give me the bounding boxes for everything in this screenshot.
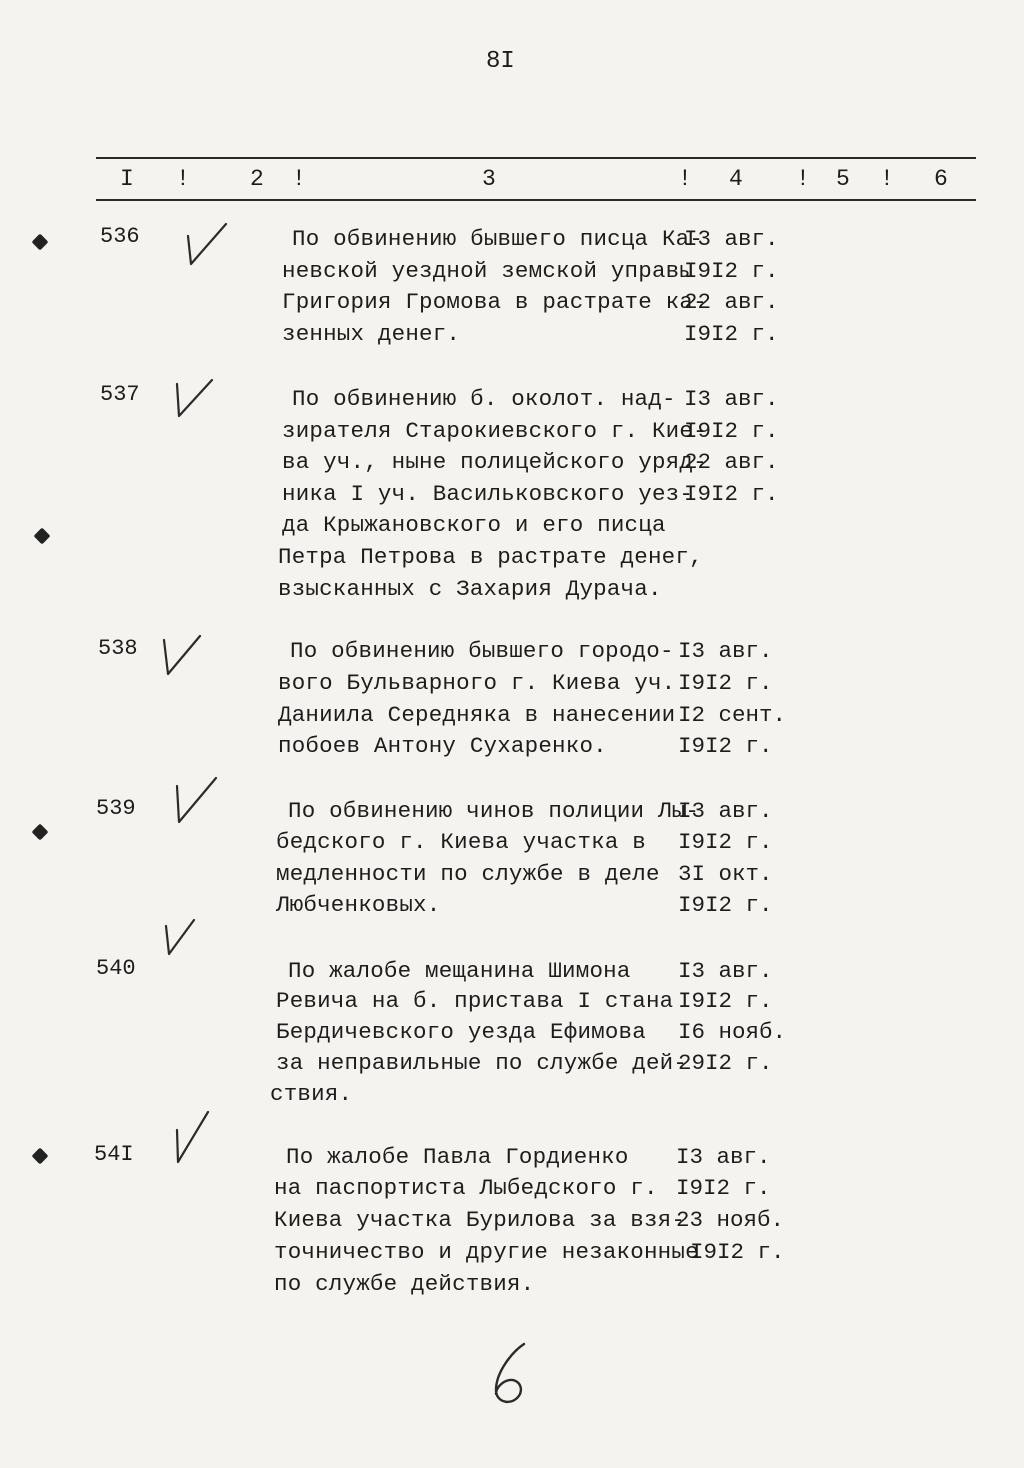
entry-text-line: Любченковых.: [276, 892, 441, 918]
entry-text-line: вого Бульварного г. Киева уч.: [278, 670, 676, 696]
entry-text-line: зирателя Старокиевского г. Кие-: [282, 418, 707, 444]
column-header-4: 4: [729, 166, 743, 192]
entry-date: I9I2 г.: [678, 988, 773, 1014]
column-separator: !: [176, 166, 190, 192]
entry-date: I9I2 г.: [678, 733, 773, 759]
entry-text-line: невской уездной земской управы: [282, 258, 694, 284]
header-rule-top: [96, 157, 976, 159]
entry-date: 29I2 г.: [678, 1050, 773, 1076]
column-header-6: 6: [934, 166, 948, 192]
entry-text-line: взысканных с Захария Дурача.: [278, 576, 662, 602]
entry-text-line: По обвинению чинов полиции Лы-: [288, 798, 700, 824]
column-separator: !: [292, 166, 306, 192]
entry-date: I9I2 г.: [678, 829, 773, 855]
entry-text-line: По жалобе мещанина Шимона: [288, 958, 631, 984]
punch-hole: [32, 234, 49, 251]
entry-text-line: медленности по службе в деле: [276, 861, 660, 887]
entry-text-line: По обвинению бывшего писца Ка-: [292, 226, 704, 252]
entry-date: I9I2 г.: [684, 321, 779, 347]
entry-date: I3 авг.: [678, 638, 773, 664]
entry-number: 540: [96, 956, 136, 981]
column-header-5: 5: [836, 166, 850, 192]
entry-text-line: Петра Петрова в растрате денег,: [278, 544, 703, 570]
entry-date: I9I2 г.: [690, 1239, 785, 1265]
entry-text-line: на паспортиста Лыбедского г.: [274, 1175, 658, 1201]
column-header-1: I: [120, 166, 134, 192]
entry-date: I3 авг.: [678, 798, 773, 824]
entry-date: I3 авг.: [684, 226, 779, 252]
entry-text-line: Даниила Середняка в нанесении: [278, 702, 676, 728]
column-header-2: 2: [250, 166, 264, 192]
check-mark-icon: [170, 374, 220, 424]
entry-date: I9I2 г.: [678, 670, 773, 696]
entry-number: 537: [100, 382, 140, 407]
entry-date: I9I2 г.: [684, 418, 779, 444]
entry-text-line: По жалобе Павла Гордиенко: [286, 1144, 629, 1170]
entry-number: 536: [100, 224, 140, 249]
punch-hole: [32, 1148, 49, 1165]
entry-text-line: ствия.: [270, 1081, 353, 1107]
entry-number: 539: [96, 796, 136, 821]
entry-text-line: да Крыжановского и его писца: [282, 512, 666, 538]
column-separator: !: [796, 166, 810, 192]
column-separator: !: [678, 166, 692, 192]
check-mark-icon: [160, 916, 200, 960]
entry-date: 22 авг.: [684, 289, 779, 315]
punch-hole: [32, 824, 49, 841]
entry-text-line: ва уч., ныне полицейского уряд-: [282, 449, 707, 475]
entry-date: 22 авг.: [684, 449, 779, 475]
header-rule-bottom: [96, 199, 976, 201]
entry-text-line: побоев Антону Сухаренко.: [278, 733, 607, 759]
entry-text-line: бедского г. Киева участка в: [276, 829, 646, 855]
entry-date: I9I2 г.: [676, 1175, 771, 1201]
column-separator: !: [880, 166, 894, 192]
entry-date: 23 нояб.: [676, 1207, 785, 1233]
entry-text-line: за неправильные по службе дей-: [276, 1050, 688, 1076]
entry-text-line: по службе действия.: [274, 1271, 535, 1297]
check-mark-icon: [182, 220, 232, 270]
punch-hole: [34, 528, 51, 545]
handwritten-mark: [484, 1338, 534, 1410]
entry-number: 54I: [94, 1142, 134, 1167]
entry-date: I9I2 г.: [684, 258, 779, 284]
entry-text-line: По обвинению бывшего городо-: [290, 638, 674, 664]
entry-number: 538: [98, 636, 138, 661]
check-mark-icon: [170, 1108, 214, 1168]
check-mark-icon: [170, 774, 222, 830]
page-number: 8I: [486, 48, 515, 75]
entry-text-line: Ревича на б. пристава I стана: [276, 988, 674, 1014]
entry-date: 3I окт.: [678, 861, 773, 887]
entry-text-line: Киева участка Бурилова за взя-: [274, 1207, 686, 1233]
entry-date: I9I2 г.: [684, 481, 779, 507]
entry-text-line: точничество и другие незаконные: [274, 1239, 699, 1265]
entry-date: I2 сент.: [678, 702, 787, 728]
entry-date: I3 авг.: [684, 386, 779, 412]
column-header-3: 3: [482, 166, 496, 192]
entry-text-line: Григория Громова в растрате ка-: [282, 289, 707, 315]
entry-date: I3 авг.: [678, 958, 773, 984]
entry-date: I9I2 г.: [678, 892, 773, 918]
entry-date: I6 нояб.: [678, 1019, 787, 1045]
check-mark-icon: [158, 630, 208, 680]
entry-text-line: По обвинению б. околот. над-: [292, 386, 676, 412]
entry-text-line: зенных денег.: [282, 321, 461, 347]
entry-date: I3 авг.: [676, 1144, 771, 1170]
entry-text-line: ника I уч. Васильковского уез-: [282, 481, 694, 507]
entry-text-line: Бердичевского уезда Ефимова: [276, 1019, 646, 1045]
